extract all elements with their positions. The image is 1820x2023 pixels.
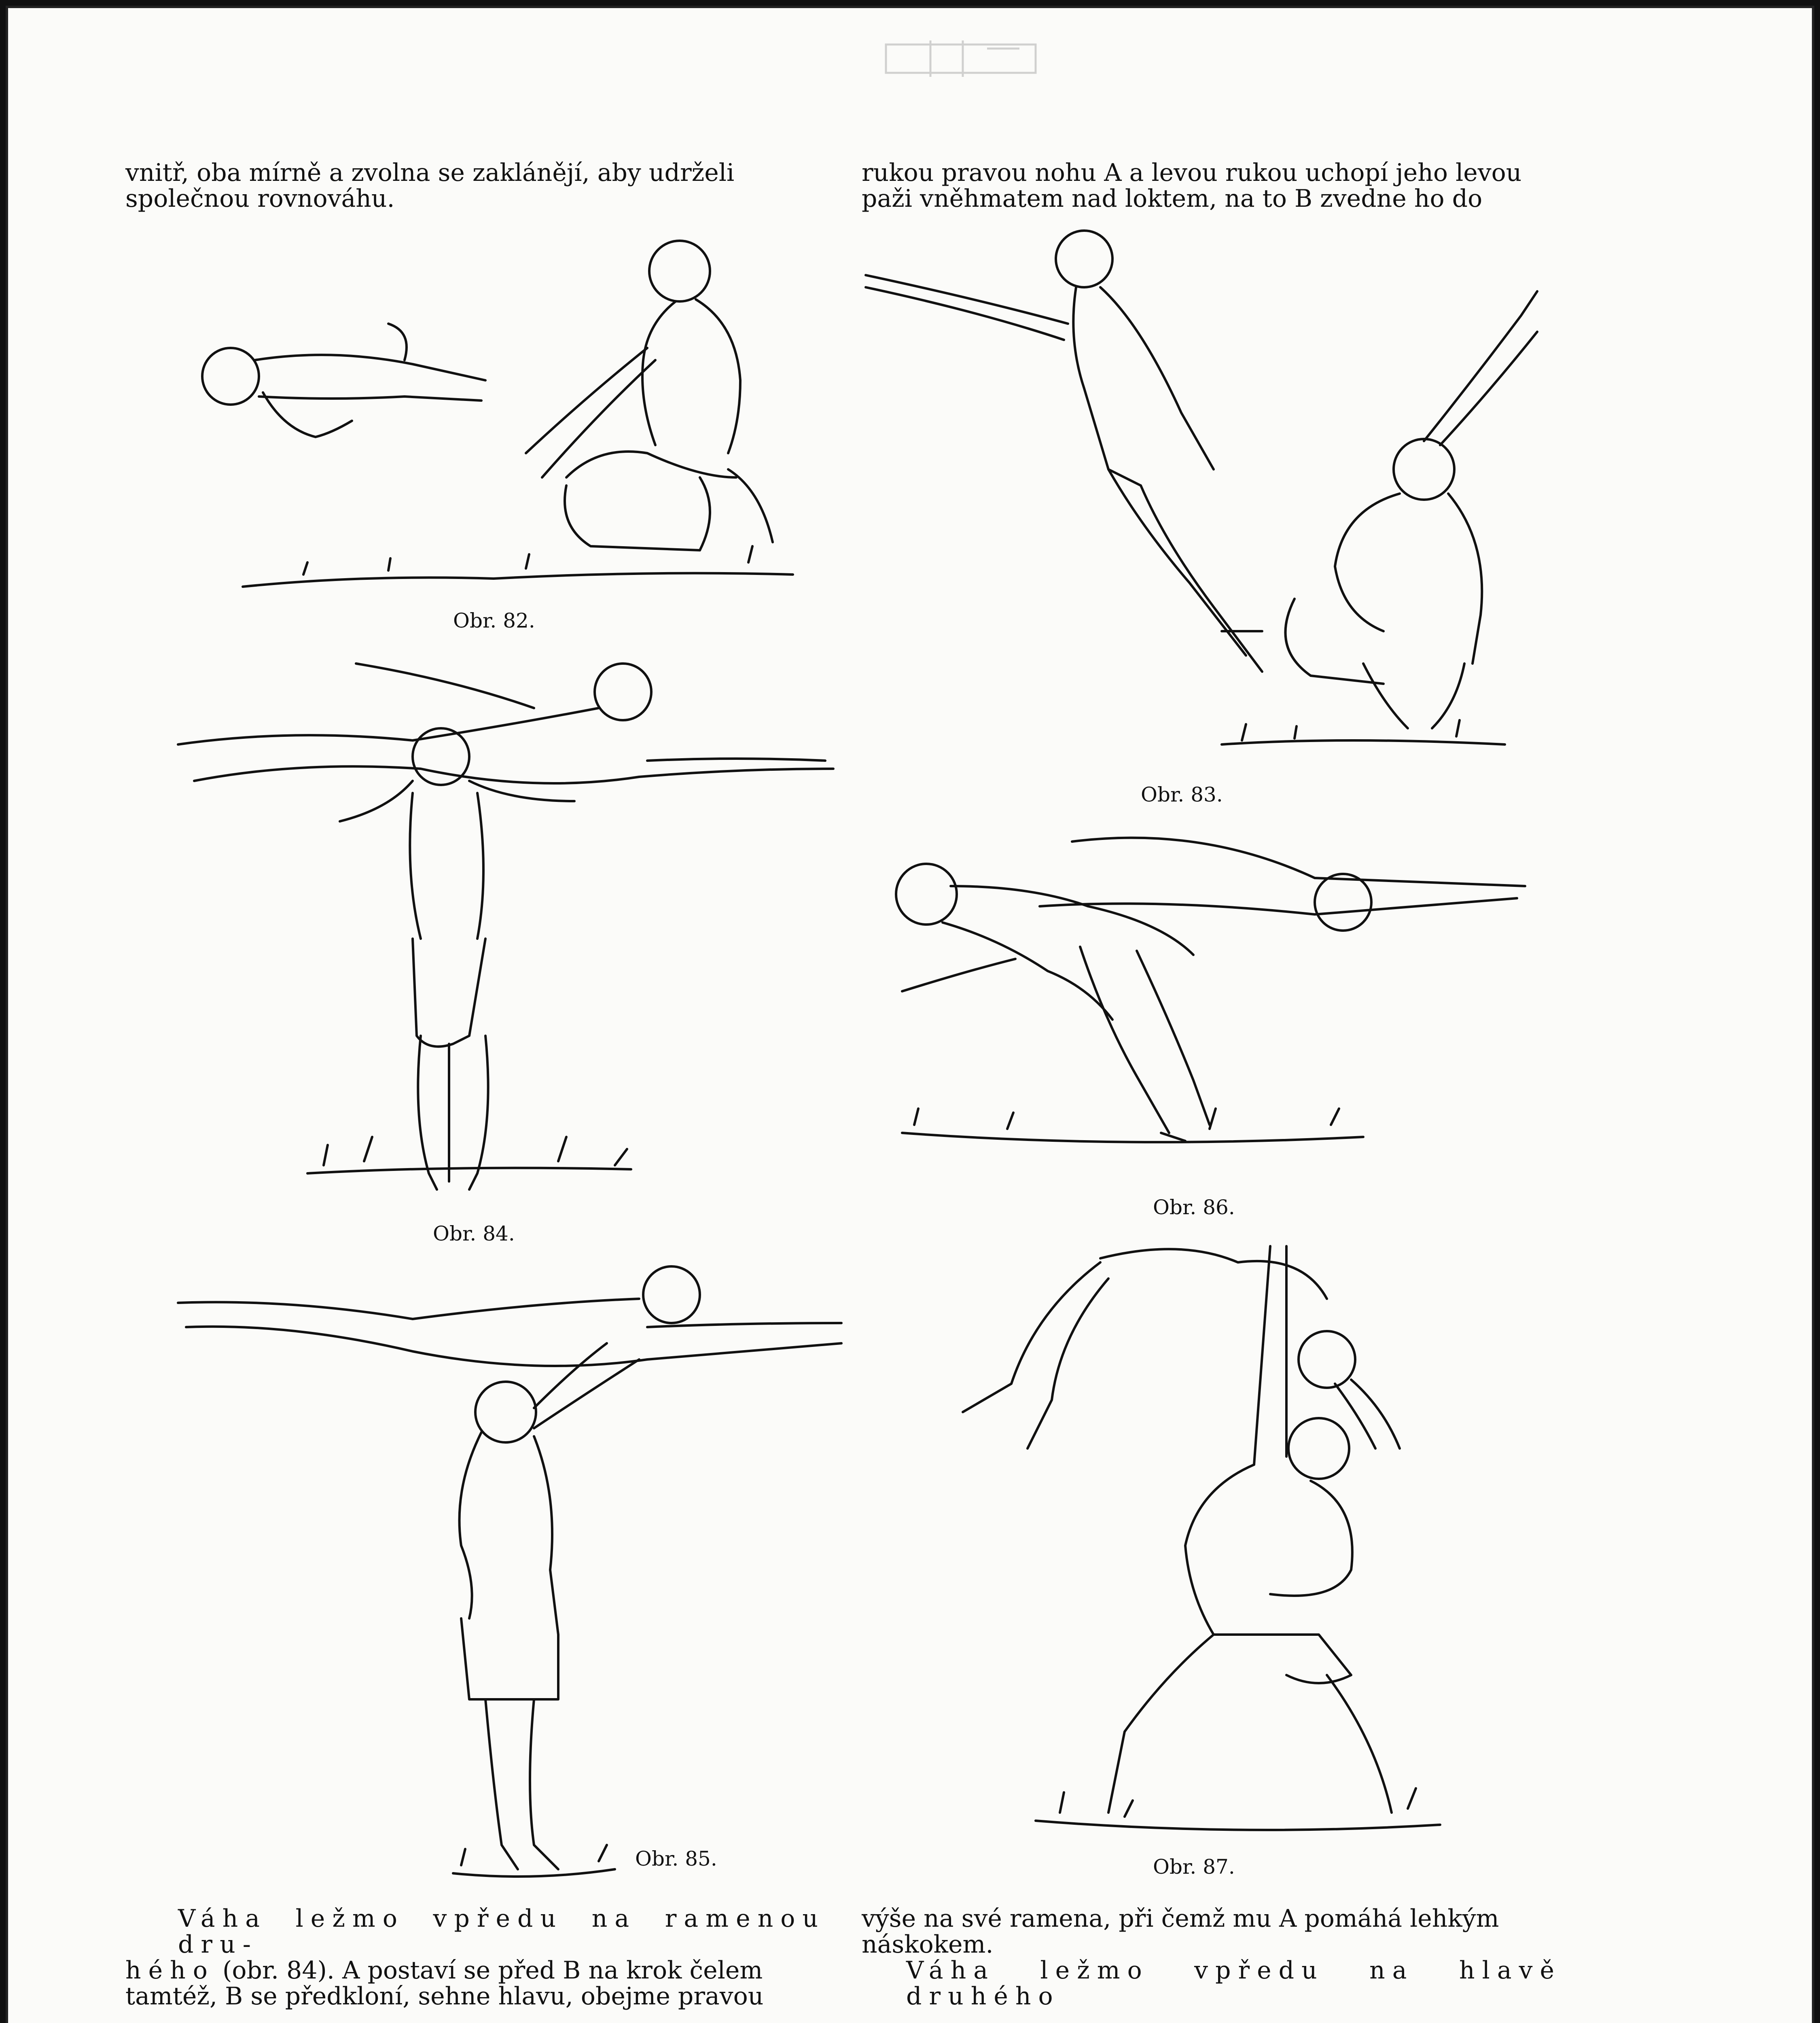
section-heading: Váha ležmo vpředu na ramenou dru- bbox=[178, 1904, 825, 1959]
section-heading: Váha ležmo vpředu na hlavě druhého bbox=[906, 1956, 1562, 2010]
left-top-paragraph bbox=[125, 160, 825, 212]
text-line: výše na své ramena, při čemž mu A pomáhá lehkým bbox=[862, 1904, 1499, 1933]
figure-84-caption: Obr. 84. bbox=[433, 1222, 515, 1245]
faint-stamp-mark bbox=[882, 36, 1040, 81]
figure-82-illustration bbox=[162, 227, 817, 591]
figure-86-caption: Obr. 86. bbox=[1153, 1196, 1235, 1219]
right-top-paragraph bbox=[862, 160, 1562, 212]
book-page bbox=[6, 6, 1814, 2023]
text-line: náskokem. bbox=[862, 1930, 994, 1959]
figure-85-illustration bbox=[170, 1262, 850, 1889]
figure-83-illustration bbox=[858, 218, 1553, 769]
text-line: paži vněhmatem nad loktem, na to B zvedne ho do bbox=[862, 184, 1483, 213]
text-line: tamtéž, B se předkloní, sehne hlavu, obejme pravou bbox=[125, 1982, 764, 2010]
text-line: vnitř, oba mírně a zvolna se zaklánějí, aby udrželi bbox=[125, 159, 735, 187]
text-line: (obr. 84). A postaví se před B na krok čelem bbox=[222, 1956, 763, 1985]
section-heading-continued: hého bbox=[125, 1956, 215, 1985]
figure-87-illustration bbox=[955, 1230, 1473, 1845]
right-bottom-paragraph bbox=[862, 1906, 1562, 2009]
figure-86-illustration bbox=[878, 817, 1541, 1173]
figure-87-caption: Obr. 87. bbox=[1153, 1855, 1235, 1879]
figure-84-illustration bbox=[170, 647, 841, 1206]
figure-85-caption: Obr. 85. bbox=[635, 1847, 717, 1870]
figure-83-caption: Obr. 83. bbox=[1141, 783, 1223, 806]
left-bottom-paragraph bbox=[125, 1906, 825, 2009]
text-line: společnou rovnováhu. bbox=[125, 184, 395, 213]
text-line: rukou pravou nohu A a levou rukou uchopí jeho levou bbox=[862, 159, 1522, 187]
figure-82-caption: Obr. 82. bbox=[453, 609, 535, 632]
